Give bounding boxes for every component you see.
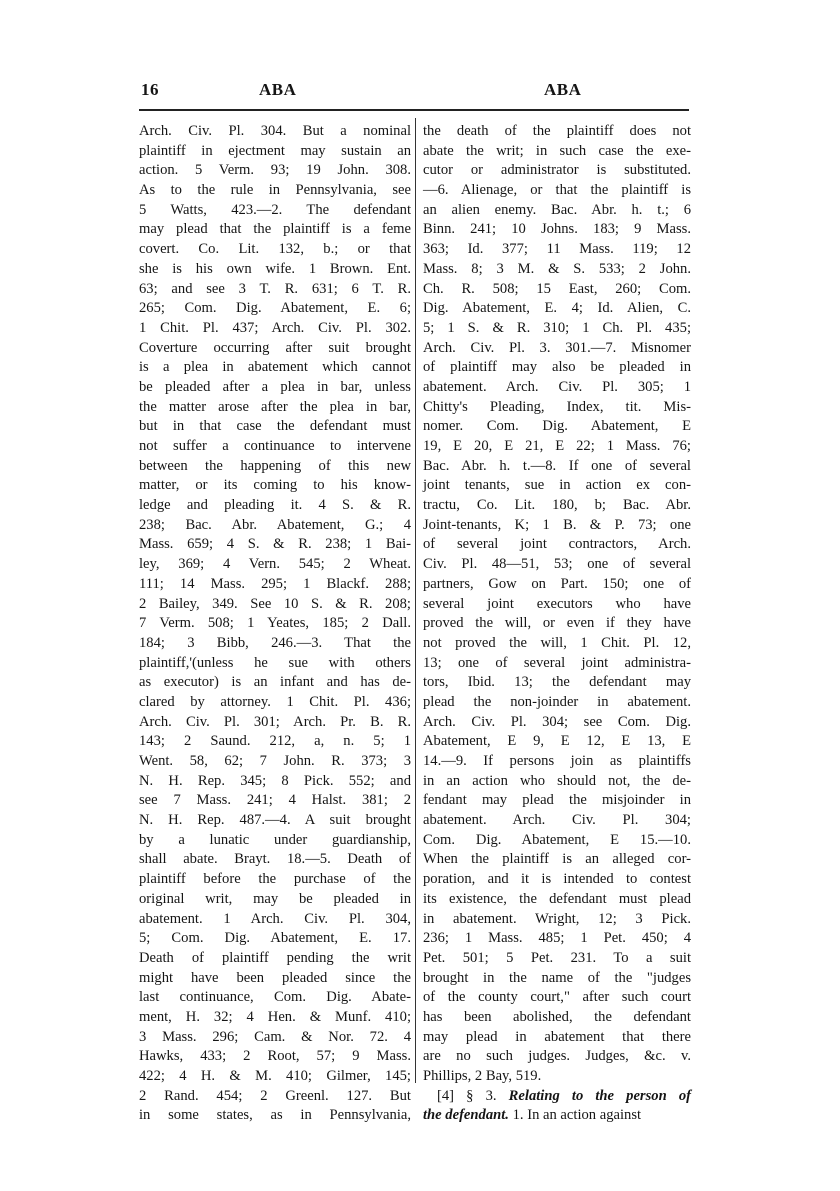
text-line: not proved the will, 1 Chit. Pl. 12, — [423, 634, 691, 651]
text-line: as executor) is an infant and has de- — [139, 674, 411, 691]
text-line: of the county court," after such court — [423, 989, 691, 1006]
text-line: abatement. 1 Arch. Civ. Pl. 304, — [139, 910, 411, 927]
text-line: between the happening of this new — [139, 457, 411, 474]
text-line: tractu, Co. Lit. 180, b; Bac. Abr. — [423, 497, 691, 514]
text-line: last continuance, Com. Dig. Abate- — [139, 989, 411, 1006]
text-line: 5; Com. Dig. Abatement, E. 17. — [139, 930, 411, 947]
text-line: Hawks, 433; 2 Root, 57; 9 Mass. — [139, 1048, 411, 1065]
text-line: As to the rule in Pennsylvania, see — [139, 182, 411, 199]
text-line: Abatement, E 9, E 12, E 13, E — [423, 733, 691, 750]
right-column-text — [423, 122, 691, 1087]
text-line: 363; Id. 377; 11 Mass. 119; 12 — [423, 241, 691, 258]
text-line: fendant may plead the misjoinder in — [423, 792, 691, 809]
text-line: but in that case the defendant must — [139, 418, 411, 435]
section-number: [4] § 3. — [437, 1087, 497, 1104]
text-line: Dig. Abatement, E. 4; Id. Alien, C. — [423, 300, 691, 317]
running-header — [141, 80, 687, 104]
text-line: Pet. 501; 5 Pet. 231. To a suit — [423, 949, 691, 966]
text-line: has been abolished, the defendant — [423, 1008, 691, 1025]
text-line: original writ, may be pleaded in — [139, 890, 411, 907]
text-line: brought in the name of the "judges — [423, 969, 691, 986]
section-heading-line-2 — [423, 1106, 691, 1126]
text-line: 265; Com. Dig. Abatement, E. 6; — [139, 300, 411, 317]
text-line: Coverture occurring after suit brought — [139, 339, 411, 356]
text-line: partners, Gow on Part. 150; one of — [423, 575, 691, 592]
column-divider — [415, 118, 416, 1083]
text-line: its existence, the defendant must plead — [423, 890, 691, 907]
text-line: in an action who should not, the de- — [423, 772, 691, 789]
text-line: 13; one of several joint administra- — [423, 654, 691, 671]
text-line: plaintiff in ejectment may sustain an — [139, 142, 411, 159]
text-line: 63; and see 3 T. R. 631; 6 T. R. — [139, 280, 411, 297]
text-line: 422; 4 H. & M. 410; Gilmer, 145; — [139, 1068, 411, 1084]
text-line: of plaintiff may also be pleaded in — [423, 359, 691, 376]
text-line: proved the will, or even if they have — [423, 615, 691, 632]
text-line: an alien enemy. Bac. Abr. h. t.; 6 — [423, 201, 691, 218]
text-line: Ch. R. 508; 15 East, 260; Com. — [423, 280, 691, 297]
text-line: plaintiff,'(unless he sue with others — [139, 654, 411, 671]
text-line: nomer. Com. Dig. Abatement, E — [423, 418, 691, 435]
text-line: clared by attorney. 1 Chit. Pl. 436; — [139, 693, 411, 710]
text-line: 2 Rand. 454; 2 Greenl. 127. But — [139, 1087, 411, 1104]
text-line: by a lunatic under guardianship, — [139, 831, 411, 848]
text-line: 238; Bac. Abr. Abatement, G.; 4 — [139, 516, 411, 533]
left-column — [139, 122, 411, 1126]
text-line: might have been pleaded since the — [139, 969, 411, 986]
text-line: 236; 1 Mass. 485; 1 Pet. 450; 4 — [423, 930, 691, 947]
text-line: Arch. Civ. Pl. 301; Arch. Pr. B. R. — [139, 713, 411, 730]
text-line: 14.—9. If persons join as plaintiffs — [423, 753, 691, 769]
text-line: 143; 2 Saund. 212, a, n. 5; 1 — [139, 733, 411, 750]
text-line: 19, E 20, E 21, E 22; 1 Mass. 76; — [423, 438, 691, 454]
text-line: may plead that the plaintiff is a feme — [139, 221, 411, 238]
text-line: covert. Co. Lit. 132, b.; or that — [139, 241, 411, 258]
left-guide-word: ABA — [259, 80, 297, 99]
text-line: plead the non-joinder in abatement. — [423, 693, 691, 710]
text-line: shall abate. Brayt. 18.—5. Death of — [139, 851, 411, 868]
text-line: 184; 3 Bibb, 246.—3. That the — [139, 634, 411, 651]
text-line: she is his own wife. 1 Brown. Ent. — [139, 260, 411, 277]
text-line: 5 Watts, 423.—2. The defendant — [139, 201, 411, 218]
section-text: 1. In an action against — [512, 1107, 642, 1124]
text-line: not suffer a continuance to intervene — [139, 438, 411, 454]
text-line: joint tenants, sue in action ex con- — [423, 477, 691, 494]
right-guide-word: ABA — [544, 80, 582, 99]
text-line: ment, H. 32; 4 Hen. & Munf. 410; — [139, 1008, 411, 1025]
text-line: N. H. Rep. 345; 8 Pick. 552; and — [139, 772, 411, 789]
text-line: 7 Verm. 508; 1 Yeates, 185; 2 Dall. — [139, 615, 411, 632]
text-line: When the plaintiff is an alleged cor- — [423, 851, 691, 868]
text-line: tors, Ibid. 13; the defendant may — [423, 674, 691, 691]
page-number: 16 — [141, 80, 159, 99]
section-heading-line — [423, 1087, 691, 1107]
text-line: may plead in abatement that there — [423, 1028, 691, 1045]
section-title-continued: the defendant. — [423, 1107, 509, 1124]
text-line: Phillips, 2 Bay, 519. — [423, 1068, 542, 1084]
text-line: cutor or administrator is substituted. — [423, 162, 691, 179]
text-line: plaintiff before the purchase of the — [139, 871, 411, 888]
text-line: Mass. 8; 3 M. & S. 533; 2 John. — [423, 260, 691, 277]
text-line: is a plea in abatement which cannot — [139, 359, 411, 376]
text-line: are no such judges. Judges, &c. v. — [423, 1048, 691, 1065]
text-line: Arch. Civ. Pl. 3. 301.—7. Misnomer — [423, 339, 691, 356]
right-column — [423, 122, 691, 1126]
section-title: Relating to the person of — [508, 1087, 691, 1104]
text-line: several joint executors who have — [423, 595, 691, 612]
text-line: abatement. Arch. Civ. Pl. 304; — [423, 812, 691, 829]
text-line: be pleaded after a plea in bar, unless — [139, 378, 411, 395]
text-line: see 7 Mass. 241; 4 Halst. 381; 2 — [139, 792, 411, 809]
text-line: Binn. 241; 10 Johns. 183; 9 Mass. — [423, 221, 691, 238]
text-line: ley, 369; 4 Vern. 545; 2 Wheat. — [139, 556, 411, 573]
text-line: Com. Dig. Abatement, E 15.—10. — [423, 831, 691, 848]
text-line: Mass. 659; 4 S. & R. 238; 1 Bai- — [139, 536, 411, 553]
text-line: in some states, as in Pennsylvania, — [139, 1107, 411, 1124]
text-line: action. 5 Verm. 93; 19 John. 308. — [139, 162, 411, 179]
text-line: abatement. Arch. Civ. Pl. 305; 1 — [423, 378, 691, 395]
text-line: in abatement. Wright, 12; 3 Pick. — [423, 910, 691, 927]
text-line: Bac. Abr. h. t.—8. If one of several — [423, 457, 691, 474]
text-line: the matter arose after the plea in bar, — [139, 398, 411, 415]
text-line: 1 Chit. Pl. 437; Arch. Civ. Pl. 302. — [139, 319, 411, 336]
text-line: Chitty's Pleading, Index, tit. Mis- — [423, 398, 691, 415]
text-line: the death of the plaintiff does not — [423, 123, 691, 139]
text-line: Death of plaintiff pending the writ — [139, 949, 411, 966]
text-line: matter, or its coming to his know- — [139, 477, 411, 494]
text-line: Arch. Civ. Pl. 304. But a nominal — [139, 123, 411, 139]
text-line: —6. Alienage, or that the plaintiff is — [423, 182, 691, 199]
text-line: poration, and it is intended to contest — [423, 871, 691, 888]
text-line: 2 Bailey, 349. See 10 S. & R. 208; — [139, 595, 411, 612]
text-line: ledge and pleading it. 4 S. & R. — [139, 497, 411, 514]
text-line: 111; 14 Mass. 295; 1 Blackf. 288; — [139, 575, 411, 592]
text-line: abate the writ; in such case the exe- — [423, 142, 691, 159]
text-line: Civ. Pl. 48—51, 53; one of several — [423, 556, 691, 573]
text-line: of several joint contractors, Arch. — [423, 536, 691, 553]
text-line: Went. 58, 62; 7 John. R. 373; 3 — [139, 753, 411, 769]
text-line: N. H. Rep. 487.—4. A suit brought — [139, 812, 411, 829]
text-line: Joint-tenants, K; 1 B. & P. 73; one — [423, 516, 691, 533]
header-rule — [139, 109, 689, 111]
text-line: Arch. Civ. Pl. 304; see Com. Dig. — [423, 713, 691, 730]
text-line: 3 Mass. 296; Cam. & Nor. 72. 4 — [139, 1028, 411, 1045]
text-line: 5; 1 S. & R. 310; 1 Ch. Pl. 435; — [423, 319, 691, 336]
